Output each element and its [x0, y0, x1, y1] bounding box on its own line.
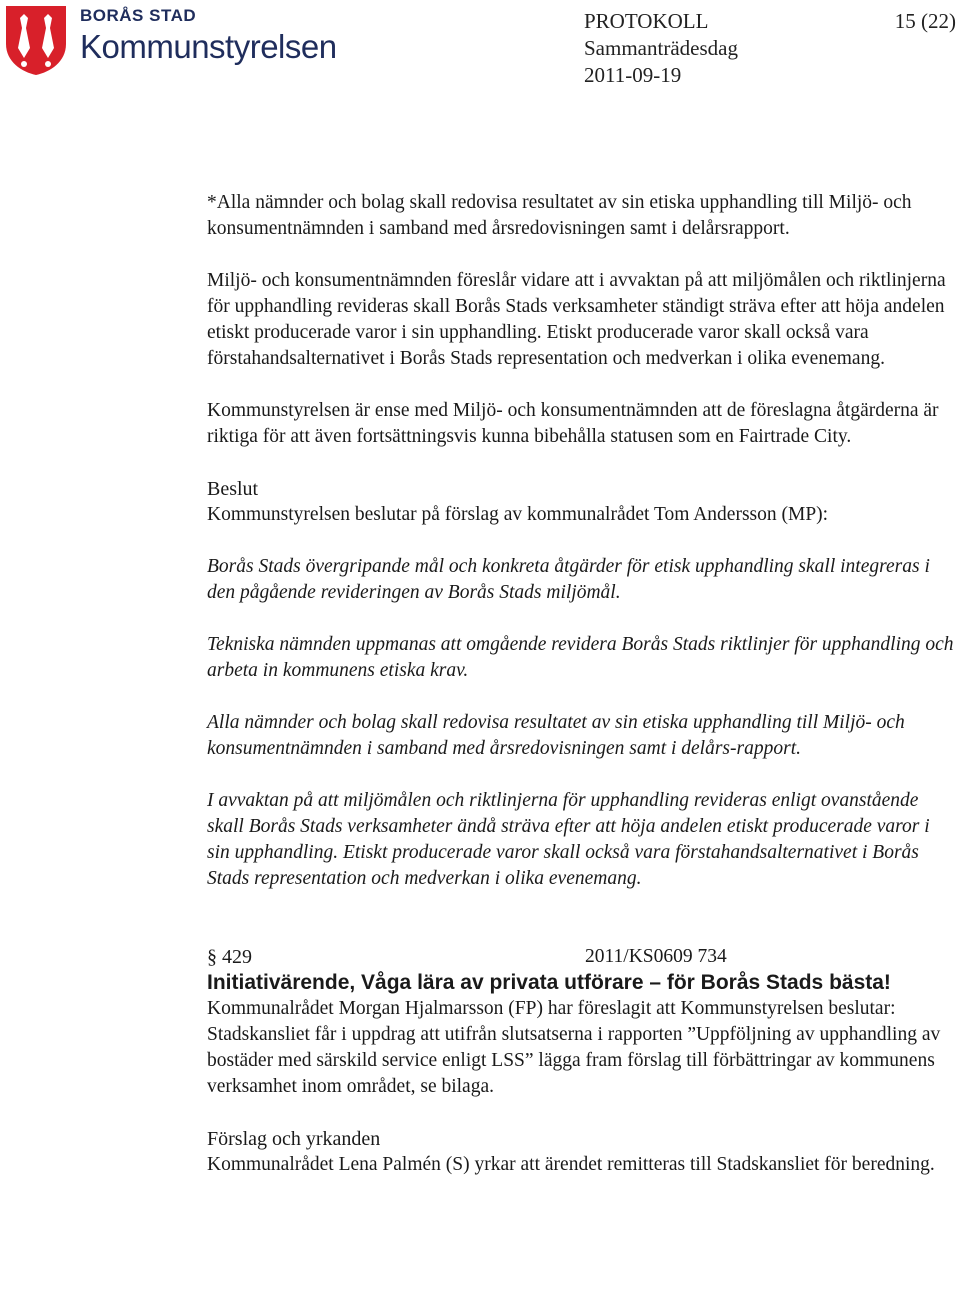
item-title: Initiativärende, Våga lära av privata utförare – för Borås Stads bästa! [207, 971, 891, 994]
paragraph: Kommunalrådet Lena Palmén (S) yrkar att ärendet remitteras till Stadskansliet för beredning. [207, 1154, 935, 1175]
paragraph: Kommunstyrelsen är ense med Miljö- och konsumentnämnden att de föreslagna åtgärderna är riktiga för att även fortsättningsvis kunna bibehålla statusen som en Fairtrade City. [207, 400, 939, 447]
paragraph: Miljö- och konsumentnämnden föreslår vidare att i avvaktan på att miljömålen och riktlinjerna för upphandling revideras skall Borås Stads verksamheter ständigt sträva efter att höja andelen etiskt producerade varor i sin upphandling. Etiskt producerade varor skall också vara förstahandsalternativet i Borås Stads representation och medverkan i olika evenemang. [207, 270, 946, 369]
organization-logo [4, 4, 354, 80]
page-number: 15 (22) [894, 9, 956, 33]
paragraph-number: § 429 [207, 946, 252, 968]
document-body [207, 190, 957, 1178]
case-reference: 2011/KS0609 734 [585, 946, 727, 967]
paragraph: *Alla nämnder och bolag skall redovisa resultatet av sin etiska upphandling till Miljö- och konsumentnämnden i samband med årsredovisningen samt i delårsrapport. [207, 192, 912, 239]
section-heading: Förslag och yrkanden [207, 1128, 381, 1150]
decision-point: Tekniska nämnden uppmanas att omgående revidera Borås Stads riktlinjer för upphandling och arbeta in kommunens etiska krav. [207, 634, 954, 681]
boras-coat-of-arms-icon [4, 4, 68, 76]
organization-name: BORÅS STAD [80, 6, 197, 25]
item-header [207, 944, 957, 970]
board-name: Kommunstyrelsen [80, 28, 337, 65]
meeting-label: Sammanträdesdag [584, 36, 738, 60]
decision-point: I avvaktan på att miljömålen och riktlinjerna för upphandling revideras enligt ovanstående skall Borås Stads verksamheter ändå sträva efter att höja andelen etiskt producerade varor i sin upphandling. Etiskt producerade varor skall också vara förstahandsalternativet i Borås Stads representation och medverkan i olika evenemang. [207, 790, 930, 889]
meeting-date: 2011-09-19 [584, 63, 682, 87]
document-type: PROTOKOLL [584, 9, 709, 33]
decision-point: Borås Stads övergripande mål och konkreta åtgärder för etisk upphandling skall integreras i den pågående revideringen av Borås Stads miljömål. [207, 556, 930, 603]
decision-point: Alla nämnder och bolag skall redovisa resultatet av sin etiska upphandling till Miljö- och konsumentnämnden i samband med årsredovisningen samt i delårs-rapport. [207, 712, 905, 759]
paragraph: Kommunalrådet Morgan Hjalmarsson (FP) har föreslagit att Kommunstyrelsen beslutar: Stadskansliet får i uppdrag att utifrån slutsatserna i rapporten ”Uppföljning av upphandling av bostäder med särskild service enligt LSS” lägga fram förslag till förbättringar av kommunens verksamhet inom området, se bilaga. [207, 998, 941, 1097]
paragraph: Kommunstyrelsen beslutar på förslag av kommunalrådet Tom Andersson (MP): [207, 504, 829, 525]
section-heading: Beslut [207, 478, 259, 500]
document-header [584, 8, 956, 89]
